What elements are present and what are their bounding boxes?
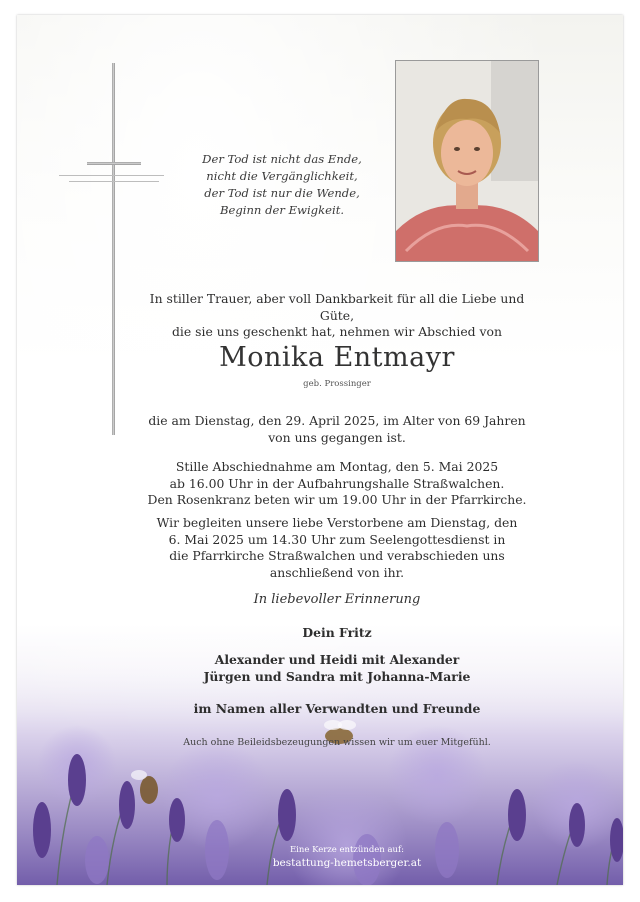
death-notice-line: von uns gegangen ist. <box>268 429 406 445</box>
death-notice <box>147 413 527 446</box>
portrait-image <box>396 61 538 261</box>
funeral-info <box>147 515 527 581</box>
funeral-line: 6. Mai 2025 um 14.30 Uhr zum Seelengottesdienst in <box>168 531 506 547</box>
intro-line: In stiller Trauer, aber voll Dankbarkeit für all die Liebe und Güte, <box>149 291 525 323</box>
funeral-line: Wir begleiten unsere liebe Verstorbene am Dienstag, den <box>156 515 518 530</box>
quote-line: Beginn der Ewigkeit. <box>219 203 345 217</box>
funeral-line: die Pfarrkirche Straßwalchen und verabschieden uns <box>169 548 505 563</box>
intro-line: die sie uns geschenkt hat, nehmen wir Abschied von <box>171 324 502 339</box>
obituary-card <box>17 15 623 885</box>
candle-text: Eine Kerze entzünden auf: <box>289 845 405 855</box>
intro-text <box>147 291 527 341</box>
cross-vertical-bar <box>112 63 115 435</box>
cross-horizontal-bar <box>87 162 141 165</box>
family-line: Alexander und Heidi mit Alexander <box>214 652 460 667</box>
death-notice-line: die am Dienstag, den 29. April 2025, im Alter von 69 Jahren <box>148 413 526 428</box>
portrait-photo <box>395 60 539 262</box>
candle-url[interactable]: bestattung-hemetsberger.at <box>272 857 422 869</box>
poem-quote <box>182 151 382 219</box>
cross-line <box>59 175 164 176</box>
quote-line: der Tod ist nur die Wende, <box>204 186 360 200</box>
others-line: im Namen aller Verwandten und Freunde <box>193 701 481 716</box>
spouse-name: Dein Fritz <box>302 625 372 640</box>
family-line: Jürgen und Sandra mit Johanna-Marie <box>203 668 471 684</box>
family-members <box>147 652 527 685</box>
farewell-line: ab 16.00 Uhr in der Aufbahrungshalle Straßwalchen. <box>169 475 505 491</box>
cross-line <box>69 181 159 182</box>
memory-heading: In liebevoller Erinnerung <box>253 592 421 607</box>
deceased-name: Monika Entmayr <box>219 342 455 373</box>
birth-name: geb. Prossinger <box>303 379 371 389</box>
condolence-note: Auch ohne Beileidsbezeugungen wissen wir um euer Mitgefühl. <box>183 737 491 748</box>
farewell-line: Stille Abschiednahme am Montag, den 5. Mai 2025 <box>175 459 499 474</box>
quote-line: nicht die Vergänglichkeit, <box>206 169 358 183</box>
candle-link[interactable] <box>237 844 457 870</box>
farewell-info <box>147 459 527 509</box>
funeral-line: anschließend von ihr. <box>269 564 405 580</box>
quote-line: Der Tod ist nicht das Ende, <box>202 152 362 166</box>
farewell-line: Den Rosenkranz beten wir um 19.00 Uhr in der Pfarrkirche. <box>147 492 527 507</box>
